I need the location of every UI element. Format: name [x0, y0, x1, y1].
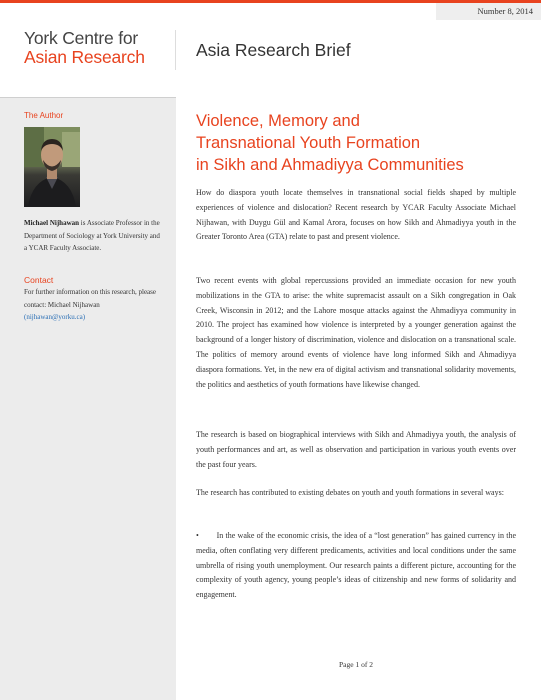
- article-title-line: Transnational Youth Formation: [196, 134, 421, 152]
- body-paragraph-intro: How do diaspora youth locate themselves in transnational social fields shaped by multiple experiences of violence and dislocation? Recent research by YCAR Faculty Associate Michael Nijhawan, with Duygu Gül and Kamal Arora, focuses on how Sikh and Ahmadiyya youth in the Greater Toronto Area (GTA) relate to past and present violence.: [196, 188, 516, 242]
- logo-line-1: York Centre for: [24, 28, 139, 48]
- page-number: Page 1 of 2: [339, 660, 373, 669]
- logo-line-2: Asian Research: [24, 47, 145, 67]
- contact-email-link[interactable]: (nijhawan@yorku.ca): [24, 313, 86, 321]
- author-bio-text: is Associate Professor in the Department of Sociology at York University and a YCAR Faculty Associate.: [24, 219, 160, 252]
- article-title-line: in Sikh and Ahmadiyya Communities: [196, 156, 464, 174]
- contact-heading: Contact: [24, 275, 54, 285]
- body-paragraph-contributions: The research has contributed to existing debates on youth and youth formations in several ways:: [196, 488, 504, 497]
- author-bio: [24, 217, 164, 255]
- author-heading: The Author: [24, 111, 64, 120]
- article-title: [196, 110, 516, 176]
- contact-info: [24, 286, 164, 324]
- author-photo: [24, 127, 80, 207]
- author-name: Michael Nijhawan: [24, 219, 80, 227]
- issue-number-label: Number 8, 2014: [436, 3, 541, 20]
- body-paragraph-method: The research is based on biographical interviews with Sikh and Ahmadiyya youth, the analysis of youth performances and art, as well as observation and participation in various youth events over the past four years.: [196, 430, 516, 469]
- body-paragraph-events: Two recent events with global repercussions provided an immediate occasion for new youth mobilizations in the GTA to arise: the white supremacist assault on a Sikh congregation in Oak Creek, Wisconsin in 2012; and the Lahore mosque attacks against the Ahmadiyya community in 2010. The project has examined how violence is interpreted by a younger generation against the background of a longer history of discrimination, violence and dislocation on a transnational scale. The politics of memory around events of violence have long informed Sikh and Ahmadiyya diaspora formations. Yet, in the new era of digital activism and transnational solidarity movements, the politics and aesthetics of youth formations have likewise changed.: [196, 276, 516, 389]
- brief-series-title: Asia Research Brief: [196, 40, 351, 60]
- ycar-logo: [24, 29, 145, 67]
- article-title-line: Violence, Memory and: [196, 112, 360, 130]
- bullet-item: • In the wake of the economic crisis, the idea of a “lost generation” has gained currency in the media, often conflating very different predicaments, activities and local conditions under the same umbrella of rising youth unemployment. Our research paints a different picture, accounting for the complexity of youth agency, young people’s ideas of citizenship and new forms of solidarity and engagement.: [196, 531, 518, 600]
- contact-text: For further information on this research, please contact: Michael Nijhawan: [24, 288, 156, 309]
- header-divider: [175, 30, 176, 70]
